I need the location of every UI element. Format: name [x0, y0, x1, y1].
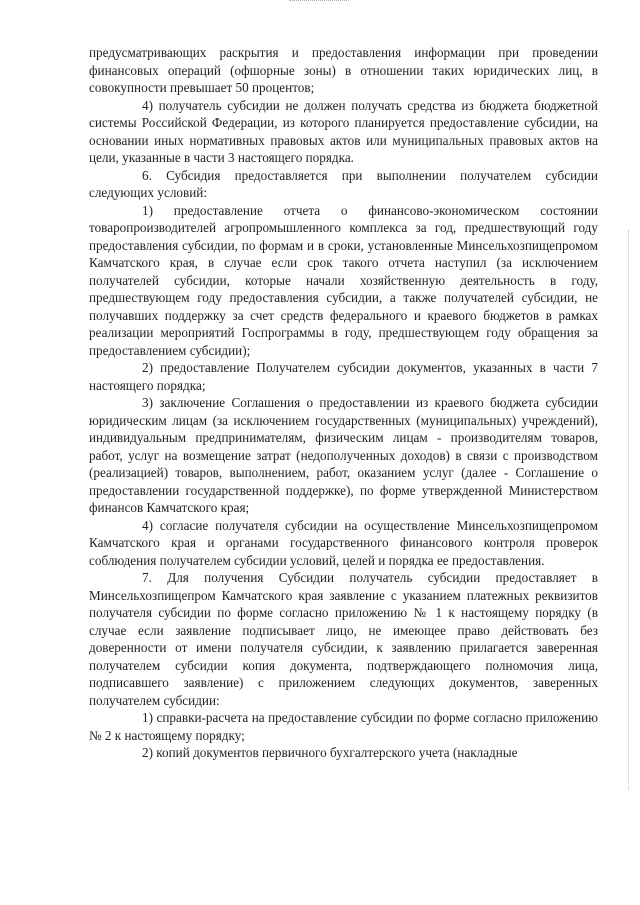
paragraph-section-6: 6. Субсидия предоставляется при выполнении получателем субсидии следующих условий:: [89, 167, 598, 200]
page-top-mark: [289, 0, 349, 4]
paragraph-offshore-continuation: предусматривающих раскрытия и предоставления информации при проведении финансовых операций (офшорные зоны) в отношении таких юридических лиц, в совокупности превышает 50 процентов;: [89, 45, 598, 95]
paragraph-item-2-accounting: 2) копий документов первичного бухгалтерского учета (накладные: [142, 745, 518, 760]
paragraph-condition-3-agreement: 3) заключение Соглашения о предоставлении из краевого бюджета субсидии юридическим лицам (за исключением государственных (муниципальных) учреждений), индивидуальным предпринимателям, физическим лицам - производителям товаров, работ, услуг на возмещение затрат (недополученных доходов) в связи с производством (реализацией) товаров, выполнением, работ, оказанием услуг (далее - Соглашение о предоставлении государственной поддержке), по форме утвержденной Министерством финансов Камчатского края;: [89, 395, 598, 515]
paragraph-condition-4-budget: 4) получатель субсидии не должен получать средства из бюджета бюджетной системы Российской Федерации, из которого планируется предоставление субсидии, на основании иных нормативных правовых актов или муниципальных правовых актов на цели, указанные в части 3 настоящего порядка.: [89, 97, 598, 165]
scan-edge-mark: [628, 230, 630, 790]
paragraph-item-1-calculation: 1) справки-расчета на предоставление субсидии по форме согласно приложению № 2 к настоящему порядку;: [89, 710, 598, 743]
paragraph-section-7: 7. Для получения Субсидии получатель субсидии предоставляет в Минсельхозпищепром Камчатского края заявление с указанием платежных реквизитов получателя субсидии по форме согласно приложению № 1 к настоящему порядку (в случае если заявление подписывает лицо, не имеющее право действовать без доверенности от имени получателя субсидии, к заявлению прилагается заверенная получателем субсидии копия документа, подтверждающего полномочия лица, подписавшего заявление) с приложением следующих документов, заверенных получателем субсидии:: [89, 570, 598, 708]
paragraph-condition-1-report: 1) предоставление отчета о финансово-экономическом состоянии товаропроизводителей агропромышленного комплекса за год, предшествующий году предоставления субсидии, по формам и в сроки, установленные Минсельхозпищепромом Камчатского края, в случае если срок такого отчета наступил (за исключением получателей субсидии, которые начали хозяйственную деятельность в году, предшествующем году предоставления субсидии, а также получателей субсидии, не получавших поддержку за счет средств федерального и краевого бюджетов в рамках реализации мероприятий Госпрограммы в году, предшествующем году обращения за предоставлением субсидии);: [89, 202, 598, 358]
paragraph-condition-4-consent: 4) согласие получателя субсидии на осуществление Минсельхозпищепромом Камчатского края и органами государственного финансового контроля проверок соблюдения получателем субсидии условий, целей и порядка ее предоставления.: [89, 517, 598, 568]
document-body: [89, 44, 598, 762]
paragraph-condition-2-documents: 2) предоставление Получателем субсидии документов, указанных в части 7 настоящего порядка;: [89, 360, 598, 393]
